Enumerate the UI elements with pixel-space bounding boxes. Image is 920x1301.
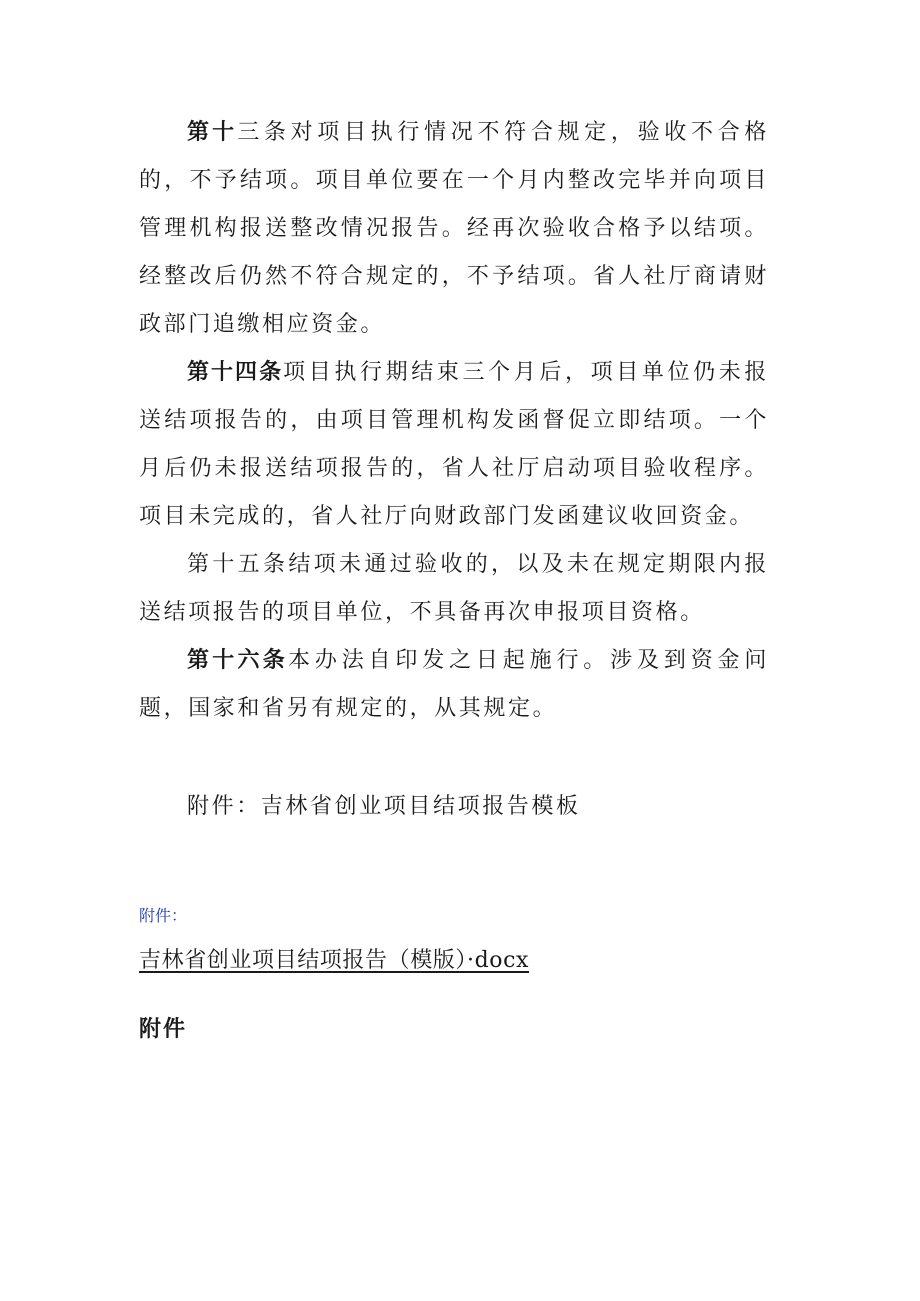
- article-15: [139, 541, 769, 637]
- article-14-body: 项目执行期结束三个月后，项目单位仍未报送结项报告的，由项目管理机构发函督促立即结项。一个月后仍未报送结项报告的，省人社厅启动项目验收程序。项目未完成的，省人社厅向财政部门发函建议收回资金。: [139, 360, 769, 529]
- article-15-body: 第十五条结项未通过验收的，以及未在规定期限内报送结项报告的项目单位，不具备再次申报项目资格。: [139, 552, 769, 625]
- article-14-title: 第十四条: [187, 360, 284, 385]
- article-16: [139, 637, 769, 733]
- attachment-heading: 附件: [139, 1017, 188, 1042]
- attachment-note: 附件：吉林省创业项目结项报告模板: [187, 794, 581, 819]
- article-14: [139, 349, 769, 541]
- article-13-body: 三条对项目执行情况不符合规定，验收不合格的，不予结项。项目单位要在一个月内整改完毕并向项目管理机构报送整改情况报告。经再次验收合格予以结项。经整改后仍然不符合规定的，不予结项。省人社厅商请财政部门追缴相应资金。: [139, 120, 769, 337]
- attachment-label: 附件：: [139, 906, 188, 925]
- article-13: [139, 109, 769, 349]
- article-16-body: 本办法自印发之日起施行。涉及到资金问题，国家和省另有规定的，从其规定。: [139, 648, 769, 721]
- attachment-download-link[interactable]: 吉林省创业项目结项报告（模版）·docx: [139, 948, 530, 973]
- article-16-title: 第十六条: [187, 648, 288, 673]
- article-13-title: 第十: [187, 120, 238, 145]
